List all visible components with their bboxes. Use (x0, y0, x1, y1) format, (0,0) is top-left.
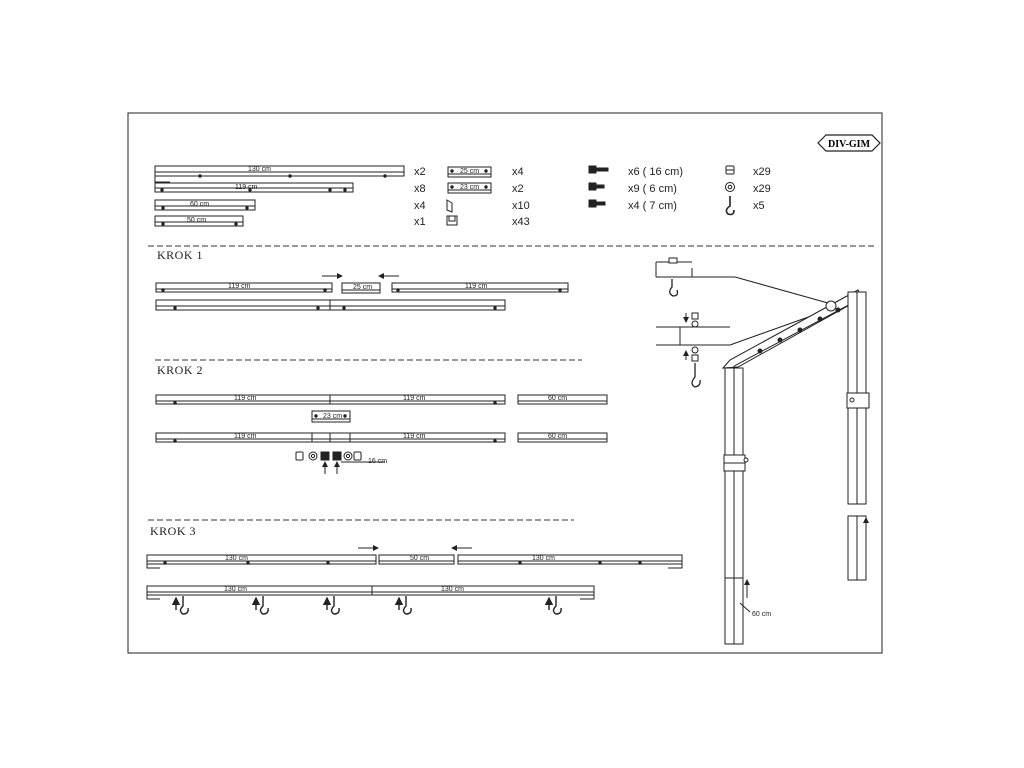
bolt-6-icon (589, 183, 604, 190)
nut-icon (726, 166, 734, 174)
step-3-title: KROK 3 (150, 524, 197, 538)
part-connector-23-label: 23 cm (460, 184, 480, 191)
bolt-16-icon (589, 166, 608, 173)
frame-assembly (656, 258, 869, 644)
qty-bar-50: x1 (414, 216, 426, 228)
part-connector-25 (448, 167, 491, 177)
qty-end-cap: x43 (512, 216, 530, 228)
qty-washer: x29 (753, 183, 771, 195)
leader-top (735, 277, 828, 303)
step-2-bolt-label: 16 cm (368, 458, 388, 465)
frame-leg-label: 60 cm (752, 611, 772, 618)
part-bar-50-label: 50 cm (187, 217, 207, 224)
step-1 (156, 248, 568, 310)
qty-connector-23: x2 (512, 183, 524, 195)
step-2-bar-c-label: 60 cm (548, 395, 568, 402)
part-connector-25-label: 25 cm (460, 168, 480, 175)
bolt-7-icon (589, 200, 605, 207)
qty-bolt-7: x4 ( 7 cm) (628, 200, 677, 212)
qty-bolt-16: x6 ( 16 cm) (628, 166, 684, 178)
step-3-hooks (176, 596, 561, 614)
step-2 (156, 363, 607, 474)
qty-nut: x29 (753, 166, 771, 178)
qty-connector-25: x4 (512, 166, 524, 178)
part-connector-23 (448, 183, 491, 193)
part-bracket (447, 200, 452, 212)
logo (818, 135, 880, 151)
washer-icon (726, 183, 735, 192)
part-bar-119 (155, 183, 353, 192)
part-bar-50 (155, 216, 243, 226)
qty-hook: x5 (753, 200, 765, 212)
step-2-connector-label: 23 cm (323, 413, 343, 420)
step-3-connector-label: 50 cm (410, 555, 430, 562)
step-2-title: KROK 2 (157, 363, 204, 377)
logo-text: DIV-GIM (827, 139, 871, 150)
step-3 (147, 524, 682, 614)
part-bar-119-label: 119 cm (235, 184, 258, 191)
step-2-bar-a-label: 119 cm (234, 395, 257, 402)
step-1-connector-label: 25 cm (353, 284, 373, 291)
step-1-bar-b-label: 119 cm (465, 283, 488, 290)
part-end-cap (447, 216, 457, 225)
step-2-bar-d-label: 119 cm (234, 433, 257, 440)
detail-top (656, 258, 735, 296)
step-3-bar-c-label: 130 cm (224, 586, 247, 593)
part-bar-130-label: 130 cm (248, 166, 271, 173)
qty-bar-130: x2 (414, 166, 426, 178)
qty-bolt-6: x9 ( 6 cm) (628, 183, 677, 195)
step-3-bar-b-label: 130 cm (532, 555, 555, 562)
detail-bottom (656, 313, 730, 387)
qty-bar-60: x4 (414, 200, 426, 212)
step-2-bar-b-label: 119 cm (403, 395, 426, 402)
part-bar-60 (155, 200, 255, 210)
step-2-bar-f-label: 60 cm (548, 433, 568, 440)
part-bar-130 (155, 166, 404, 182)
part-bar-60-label: 60 cm (190, 201, 210, 208)
step-2-bar-e-label: 119 cm (403, 433, 426, 440)
hook-icon (726, 196, 734, 215)
qty-bar-119: x8 (414, 183, 426, 195)
step-1-title: KROK 1 (157, 248, 204, 262)
qty-bracket: x10 (512, 200, 530, 212)
step-1-bar-a-label: 119 cm (228, 283, 251, 290)
step-3-bar-d-label: 130 cm (441, 586, 464, 593)
step-3-bar-a-label: 130 cm (225, 555, 248, 562)
